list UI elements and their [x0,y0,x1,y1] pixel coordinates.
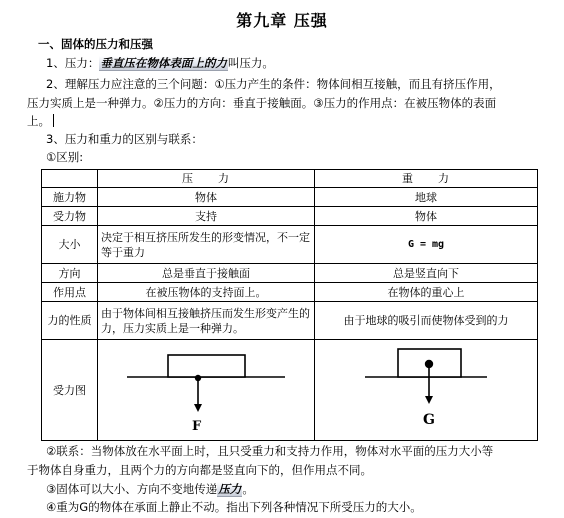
gravity-cell: 在物体的重心上 [315,283,538,302]
item-1-suffix: 叫压力。 [227,56,274,70]
sub-item-3 [46,481,254,497]
sub-item-3-prefix: ③固体可以大小、方向不变地传递 [46,482,218,496]
row-label: 受力物 [42,207,98,226]
row-label: 方向 [42,264,98,283]
pressure-cell: 物体 [98,188,315,207]
row-label: 力的性质 [42,302,98,340]
pressure-cell: 总是垂直于接触面 [98,264,315,283]
pressure-cell: 由于物体间相互接触挤压而发生形变产生的力，压力实质上是一种弹力。 [98,302,315,340]
gravity-cell: 由于地球的吸引而使物体受到的力 [315,302,538,340]
table-row [42,264,538,283]
sub-item-2-line-2: 于物体自身重力，且两个力的方向都是竖直向下的，但作用点不同。 [27,463,372,477]
section-heading: 一、固体的压力和压强 [38,37,153,51]
arrow-head-icon [194,404,202,412]
table-header-cell: 压 力 [98,170,315,188]
table-header-cell: 重 力 [315,170,538,188]
item-1 [46,55,274,71]
sub-item-2-line-1: ②联系：当物体放在水平面上时，且只受重力和支持力作用，物体对水平面的压力大小等 [46,444,494,458]
row-label: 作用点 [42,283,98,302]
pressure-cell: 决定于相互挤压所发生的形变情况，不一定等于重力 [98,226,315,264]
table-row [42,226,538,264]
item-2-line-3-text: 上。 [27,114,50,128]
block [168,355,245,377]
comparison-table [41,169,538,441]
item-1-highlight: 垂直压在物体表面上的力 [100,56,227,70]
pressure-cell: 在被压物体的支持面上。 [98,283,315,302]
pressure-diagram-cell [98,340,315,441]
gravity-cell: G = mg [315,226,538,264]
sub-item-1: ①区别: [46,150,84,164]
sub-item-3-highlight: 压力 [218,482,242,496]
item-2-line-2: 压力实质上是一种弹力。②压力的方向：垂直于接触面。③压力的作用点：在被压物体的表面 [27,96,497,110]
item-1-prefix: 1、压力： [46,56,100,70]
row-label: 施力物 [42,188,98,207]
page-title: 第九章 压强 [236,11,328,30]
table-header-cell [42,170,98,188]
item-2-line-3 [27,113,54,129]
table-header-row [42,170,538,188]
gravity-diagram-cell [315,340,538,441]
text-cursor [53,114,54,127]
sub-item-4: ④重为G的物体在承面上静止不动。指出下列各种情况下所受压力的大小。 [46,500,422,514]
table-row [42,302,538,340]
table-row [42,340,538,441]
item-2-line-1: 2、理解压力应注意的三个问题：①压力产生的条件：物体间相互接触，而且有挤压作用， [46,77,501,91]
force-label-g: G [423,412,435,428]
gravity-cell: 物体 [315,207,538,226]
pressure-cell: 支持 [98,207,315,226]
gravity-cell: 总是竖直向下 [315,264,538,283]
arrow-head-icon [425,396,433,404]
item-3: 3、压力和重力的区别与联系： [46,132,203,146]
row-label: 大小 [42,226,98,264]
force-label-f: F [192,419,202,434]
row-label: 受力图 [42,340,98,441]
table-row [42,207,538,226]
table-row [42,188,538,207]
table-row [42,283,538,302]
pressure-force-diagram [121,344,291,436]
sub-item-3-suffix: 。 [242,482,254,496]
gravity-force-diagram [341,344,511,436]
gravity-cell: 地球 [315,188,538,207]
